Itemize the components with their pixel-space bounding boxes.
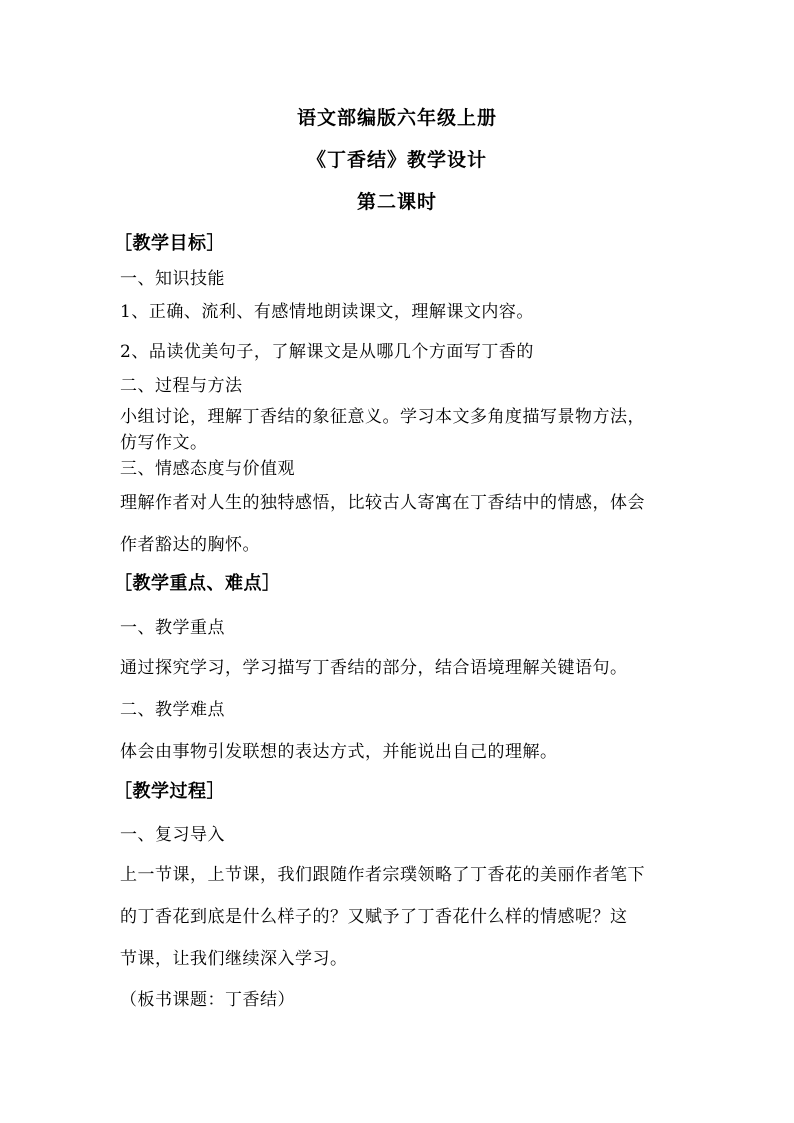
objective-line: 作者豁达的胸怀。: [120, 535, 260, 555]
objective-line: 一、知识技能: [120, 269, 225, 289]
keypoint-line: 体会由事物引发联想的表达方式，并能说出自己的理解。: [120, 742, 558, 762]
objective-line: 二、过程与方法: [120, 376, 243, 396]
doc-subtitle: 《丁香结》教学设计: [306, 149, 487, 171]
objective-line: 1、正确、流利、有感情地朗读课文，理解课文内容。: [120, 302, 534, 322]
process-line: 一、复习导入: [120, 825, 225, 845]
process-line: 节课，让我们继续深入学习。: [120, 949, 348, 969]
process-line: 上一节课，上节课，我们跟随作者宗璞领略了丁香花的美丽作者笔下: [120, 865, 645, 885]
section-heading-objectives: ［教学目标］: [114, 233, 225, 254]
keypoint-line: 一、教学重点: [120, 618, 225, 638]
lesson-period: 第二课时: [356, 191, 437, 213]
keypoint-line: 通过探究学习，学习描写丁香结的部分，结合语境理解关键语句。: [120, 658, 628, 678]
section-heading-keypoints: ［教学重点、难点］: [114, 573, 281, 594]
objective-line: 仿写作文。: [120, 433, 208, 453]
process-line: （板书课题：丁香结）: [120, 990, 295, 1010]
objective-line: 三、情感态度与价值观: [120, 459, 295, 479]
doc-title: 语文部编版六年级上册: [296, 107, 497, 129]
section-heading-process: ［教学过程］: [114, 781, 225, 802]
objective-line: 理解作者对人生的独特感悟，比较古人寄寓在丁香结中的情感，体会: [120, 493, 645, 513]
objective-line: 2、品读优美句子，了解课文是从哪几个方面写丁香的: [120, 342, 534, 362]
objective-line: 小组讨论，理解丁香结的象征意义。学习本文多角度描写景物方法，: [120, 407, 645, 427]
process-line: 的丁香花到底是什么样子的？又赋予了丁香花什么样的情感呢？这: [120, 907, 628, 927]
keypoint-line: 二、教学难点: [120, 700, 225, 720]
